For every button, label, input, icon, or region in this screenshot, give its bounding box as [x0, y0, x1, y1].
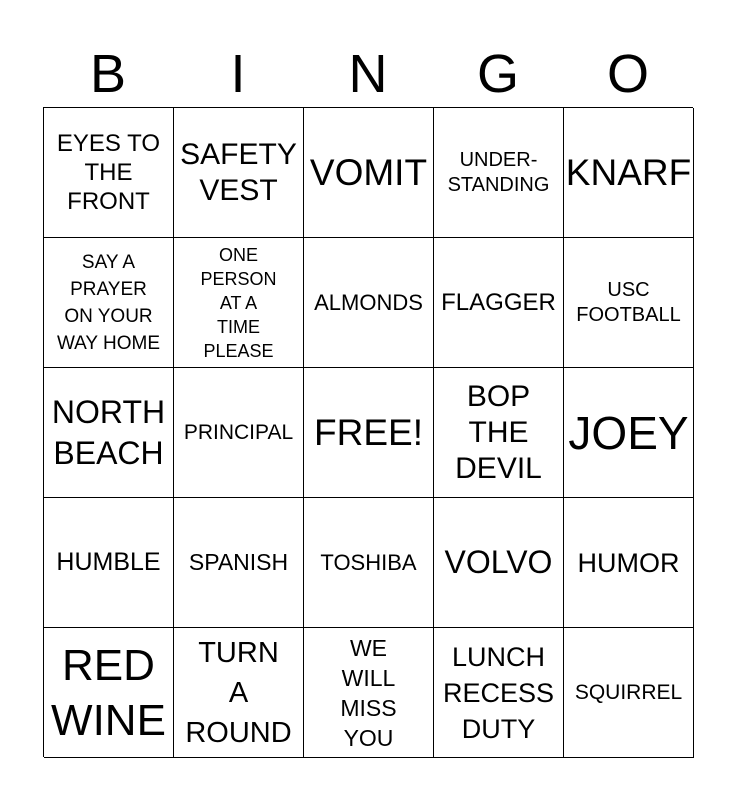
header-letter-b: B	[89, 44, 127, 104]
cell-label: USC FOOTBALL	[576, 278, 681, 326]
bingo-cell free-space[interactable]	[304, 368, 434, 498]
bingo-cell[interactable]	[174, 368, 304, 498]
cell-label: PRINCIPAL	[183, 420, 294, 444]
bingo-cell[interactable]	[304, 108, 434, 238]
cell-label: SQUIRREL	[574, 680, 683, 704]
cell-label: SAY A PRAYER ON YOUR WAY HOME	[56, 251, 161, 354]
bingo-cell[interactable]	[44, 108, 174, 238]
bingo-cell[interactable]	[434, 368, 564, 498]
cell-label: HUMBLE	[56, 548, 161, 576]
bingo-cell[interactable]	[174, 238, 304, 368]
cell-label: BOP THE DEVIL	[455, 379, 542, 485]
header-letter-g: G	[476, 44, 519, 104]
bingo-header	[43, 42, 693, 106]
cell-label: ALMONDS	[314, 290, 423, 315]
cell-label: KNARF	[565, 151, 692, 193]
cell-label: VOLVO	[444, 544, 553, 580]
bingo-cell[interactable]	[304, 238, 434, 368]
cell-label: VOMIT	[309, 151, 428, 193]
bingo-cell[interactable]	[564, 628, 694, 758]
bingo-cell[interactable]	[44, 498, 174, 628]
bingo-cell[interactable]	[564, 368, 694, 498]
bingo-cell[interactable]	[564, 498, 694, 628]
cell-label: JOEY	[568, 406, 689, 459]
cell-label: FLAGGER	[441, 289, 556, 316]
cell-label: TOSHIBA	[320, 550, 417, 575]
bingo-cell[interactable]	[174, 108, 304, 238]
cell-label: TURN A ROUND	[185, 636, 292, 749]
cell-label: NORTH BEACH	[51, 393, 166, 471]
cell-label: SPANISH	[188, 549, 289, 575]
cell-label: WE WILL MISS YOU	[340, 634, 397, 751]
cell-label: EYES TO THE FRONT	[56, 130, 161, 215]
cell-label: ONE PERSON AT A TIME PLEASE	[200, 244, 277, 361]
bingo-cell[interactable]	[434, 238, 564, 368]
bingo-cell[interactable]	[564, 108, 694, 238]
bingo-cell[interactable]	[174, 628, 304, 758]
header-letter-n: N	[348, 44, 388, 104]
bingo-cell[interactable]	[434, 498, 564, 628]
bingo-cell[interactable]	[434, 628, 564, 758]
header-letter-i: I	[230, 44, 246, 104]
cell-label: SAFETY VEST	[180, 137, 297, 207]
cell-label: UNDER- STANDING	[447, 148, 550, 196]
bingo-cell[interactable]	[304, 628, 434, 758]
bingo-cell[interactable]	[44, 368, 174, 498]
bingo-cell[interactable]	[564, 238, 694, 368]
header-letter-o: O	[606, 44, 649, 104]
bingo-cell[interactable]	[304, 498, 434, 628]
cell-label: HUMOR	[577, 547, 680, 578]
bingo-cell[interactable]	[174, 498, 304, 628]
cell-label: RED WINE	[51, 640, 166, 745]
bingo-cell[interactable]	[434, 108, 564, 238]
bingo-board	[43, 107, 693, 757]
cell-label: LUNCH RECESS DUTY	[442, 641, 555, 744]
bingo-cell[interactable]	[44, 238, 174, 368]
free-space-label: FREE!	[314, 411, 423, 453]
bingo-cell[interactable]	[44, 628, 174, 758]
